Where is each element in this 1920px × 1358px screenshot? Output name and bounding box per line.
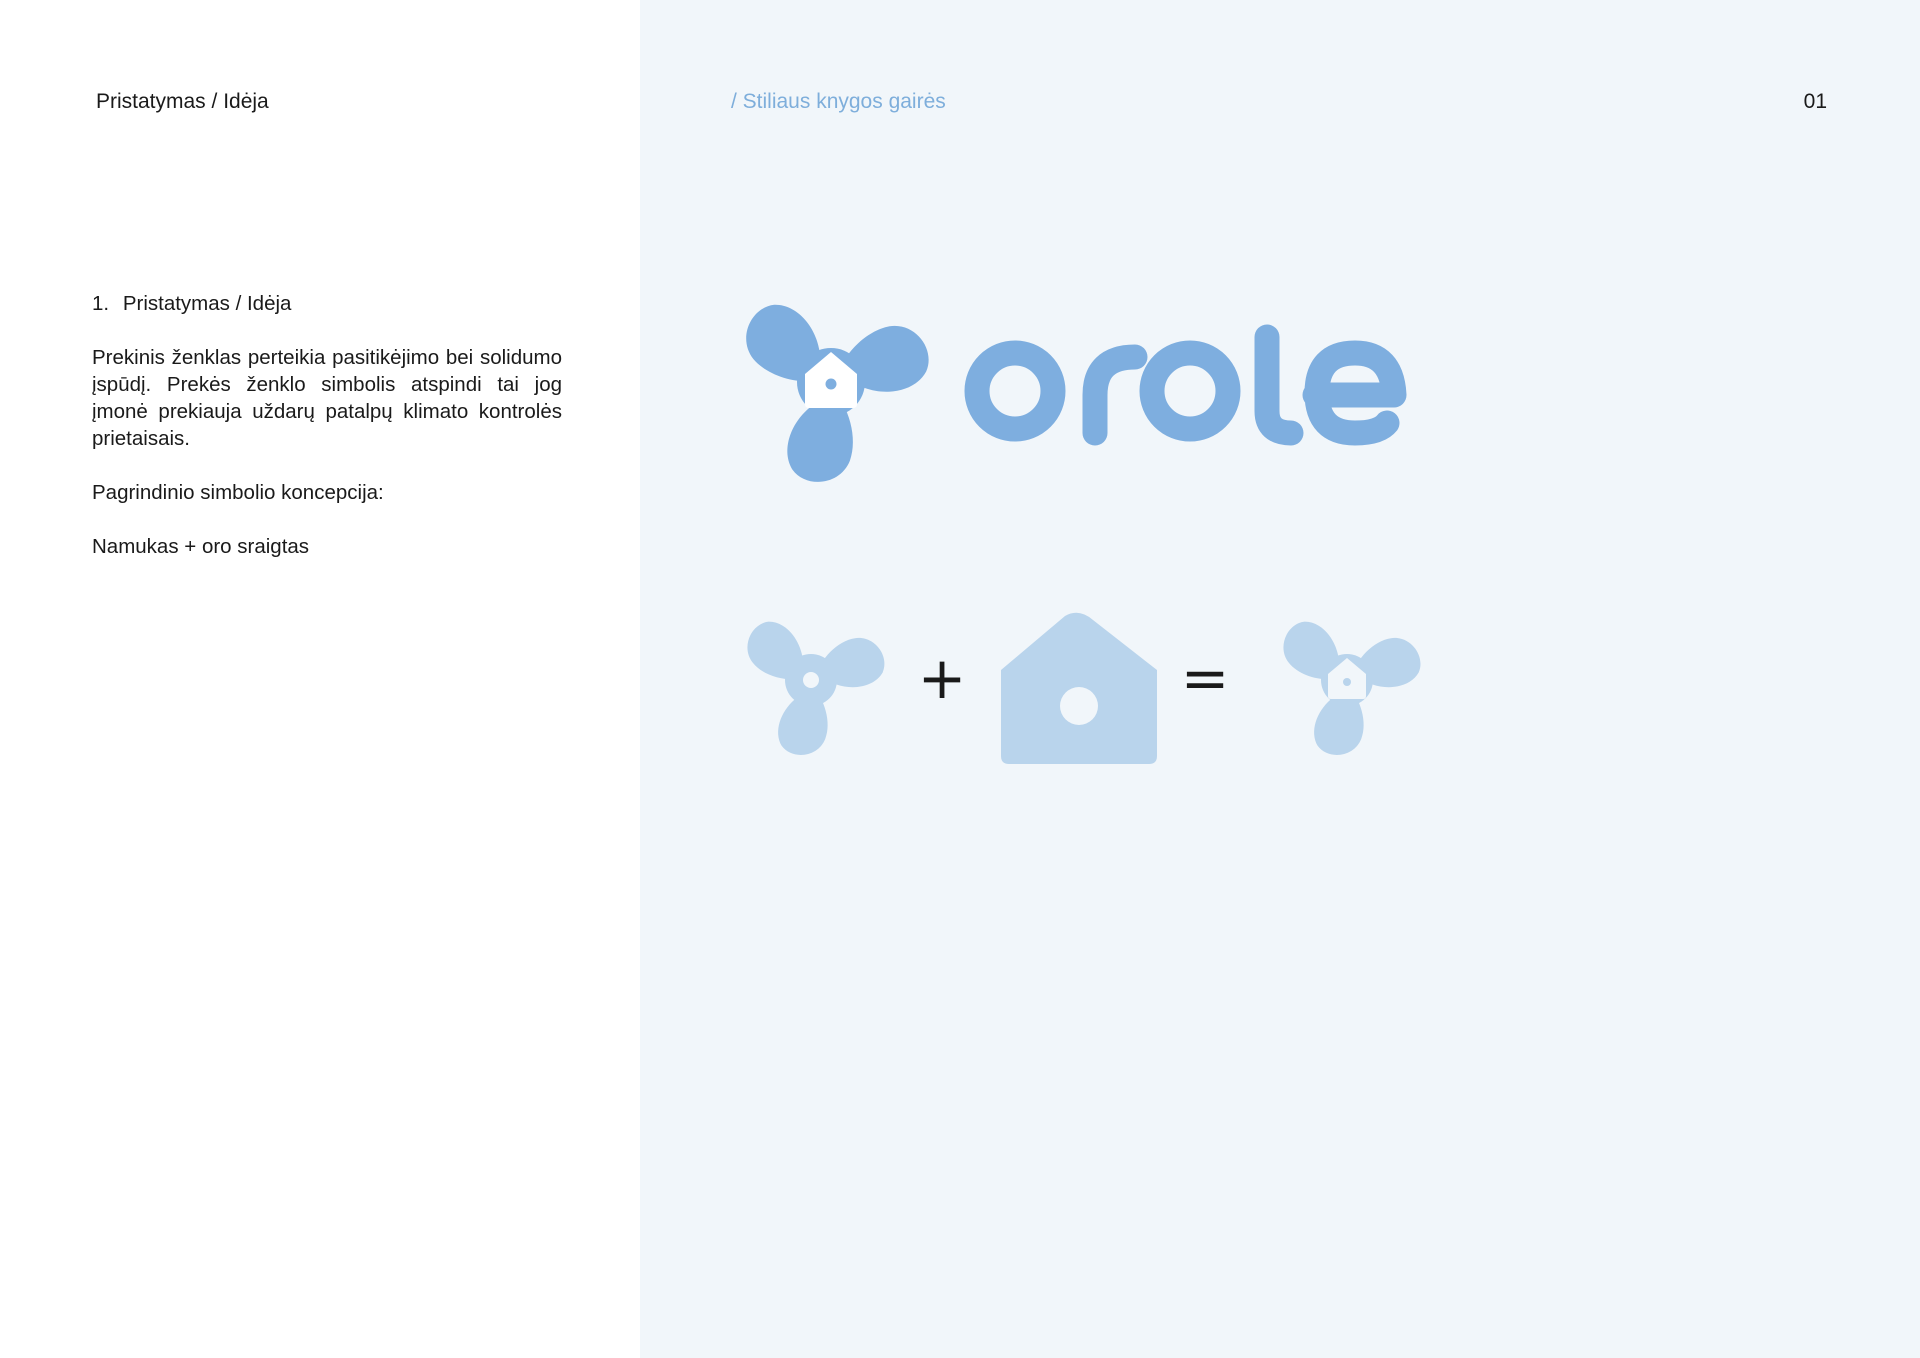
equals-sign: = bbox=[1180, 644, 1230, 712]
section-heading bbox=[92, 290, 562, 317]
fan-icon bbox=[739, 615, 893, 757]
wordmark bbox=[977, 337, 1394, 433]
left-panel bbox=[0, 0, 640, 1358]
fan-house-icon bbox=[1275, 615, 1425, 757]
book-title: / Stiliaus knygos gairės bbox=[731, 90, 946, 113]
logo-concept-equation bbox=[725, 610, 1425, 770]
plus-sign: + bbox=[917, 644, 967, 712]
heading-text: Pristatymas / Idėja bbox=[122, 292, 292, 315]
orole-logo bbox=[725, 285, 1425, 505]
intro-text bbox=[92, 290, 562, 587]
heading-number: 1. bbox=[92, 292, 110, 315]
concept-formula: Namukas + oro sraigtas bbox=[92, 535, 310, 558]
page-number: 01 bbox=[1803, 90, 1827, 113]
section-title: Pristatymas / Idėja bbox=[96, 90, 269, 113]
fan-house-icon bbox=[735, 295, 941, 484]
house-icon bbox=[1001, 613, 1157, 764]
intro-paragraph: Prekinis ženklas perteikia pasitikėjimo bei solidumo įspūdį. Prekės ženklo simbolis atspindi tai jog įmonė prekiauja uždarų patalpų klimato kontrolės prietaisais. bbox=[92, 346, 562, 450]
concept-label: Pagrindinio simbolio koncepcija: bbox=[92, 481, 384, 504]
